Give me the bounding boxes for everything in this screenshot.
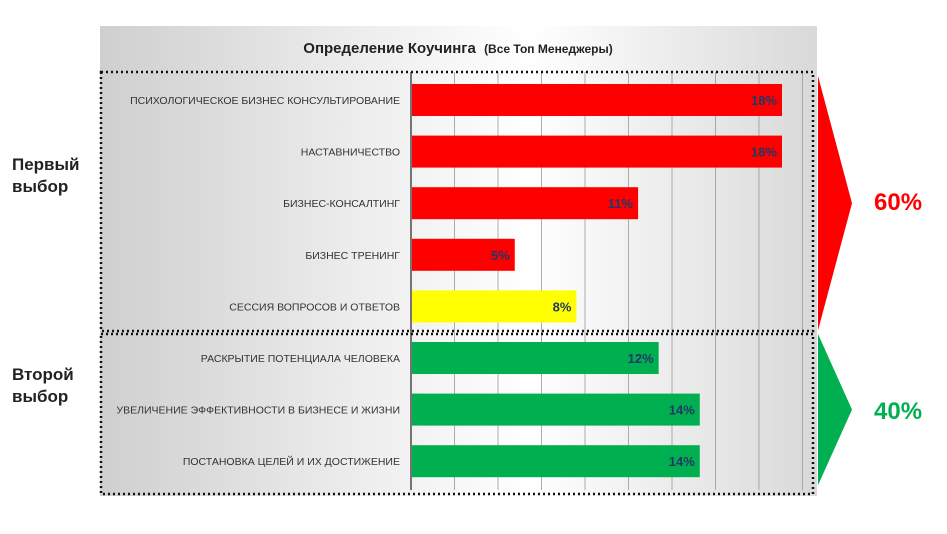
value-label: 8% [552,299,572,315]
category-label: БИЗНЕС ТРЕНИНГ [305,249,400,262]
value-label: 5% [490,247,510,263]
category-label: НАСТАВНИЧЕСТВО [300,146,400,159]
group-arrows [818,76,852,485]
group-arrow [818,76,852,330]
chart-title [303,40,612,57]
group-arrow [818,334,852,485]
chart-title-main: Определение Коучинга [303,40,476,57]
group-total-first: 60% [874,189,923,216]
group-label-first-line2: выбор [12,177,69,196]
bar [412,445,700,477]
bar [412,84,782,116]
group-label-second-line2: выбор [12,387,69,406]
category-label: ПОСТАНОВКА ЦЕЛЕЙ И ИХ ДОСТИЖЕНИЕ [182,456,400,469]
value-label: 14% [668,454,695,470]
category-label: РАСКРЫТИЕ ПОТЕНЦИАЛА ЧЕЛОВЕКА [200,353,400,365]
category-label: ПСИХОЛОГИЧЕСКОЕ БИЗНЕС КОНСУЛЬТИРОВАНИЕ [130,95,400,107]
group-label-second [12,364,74,408]
bar [412,394,700,426]
category-label: СЕССИЯ ВОПРОСОВ И ОТВЕТОВ [229,301,400,314]
category-label: БИЗНЕС-КОНСАЛТИНГ [283,198,400,211]
value-label: 12% [627,351,654,366]
value-label: 18% [750,144,777,160]
value-label: 11% [607,196,634,212]
category-label: УВЕЛИЧЕНИЕ ЭФФЕКТИВНОСТИ В БИЗНЕСЕ И ЖИЗНИ [116,404,400,417]
value-label: 14% [668,402,695,418]
group-total-second: 40% [874,398,923,425]
chart-subtitle: (Все Топ Менеджеры) [484,42,613,56]
group-label-first [12,154,79,198]
bar [412,342,659,374]
bar [412,136,782,168]
bar [412,187,638,219]
value-label: 18% [750,93,777,108]
group-label-first-line1: Первый [12,155,80,174]
group-label-second-line1: Второй [12,365,74,384]
